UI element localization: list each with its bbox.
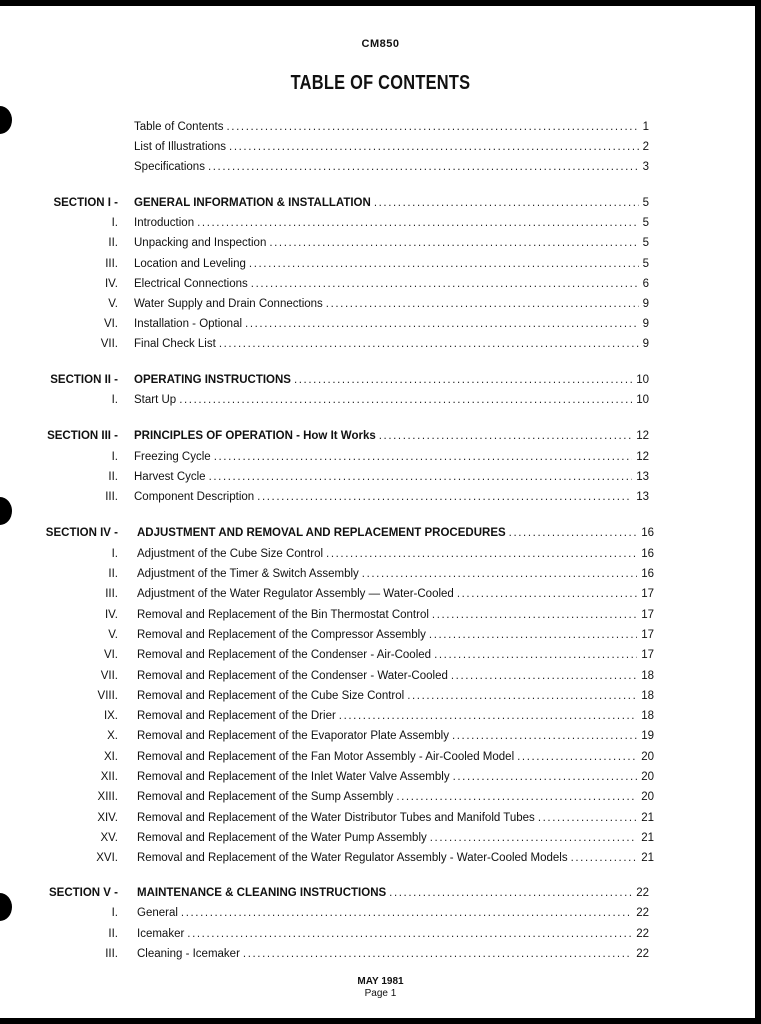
toc-entry-number: XVI. (96, 852, 118, 864)
toc-entry-page-number: 12 (636, 430, 649, 442)
toc-entry-page-number: 5 (642, 237, 649, 249)
dot-leader (229, 139, 639, 155)
toc-entry-line (134, 159, 649, 175)
toc-entry-page-number: 20 (641, 751, 654, 763)
toc-entry-title: Removal and Replacement of the Bin Thermostat Control (137, 609, 429, 621)
toc-entry-number: SECTION II - (50, 374, 118, 386)
toc-entry-title: Removal and Replacement of the Water Distributor Tubes and Manifold Tubes (137, 812, 535, 824)
toc-entry (0, 688, 761, 704)
toc-entry-line (134, 276, 649, 292)
toc-entry (0, 586, 761, 602)
toc-entry-page-number: 10 (636, 374, 649, 386)
dot-leader (451, 668, 637, 684)
page-title: TABLE OF CONTENTS (290, 72, 471, 94)
toc-entry-title: Adjustment of the Water Regulator Assembly — Water-Cooled (137, 588, 454, 600)
toc-entry-title: Removal and Replacement of the Evaporator Plate Assembly (137, 730, 449, 742)
toc-entry-page-number: 18 (641, 690, 654, 702)
toc-entry-page-number: 6 (642, 278, 649, 290)
toc-entry-line (134, 316, 649, 332)
toc-entry-page-number: 5 (642, 217, 649, 229)
toc-entry-number: II. (108, 471, 118, 483)
toc-entry-number: SECTION V - (48, 887, 118, 899)
dot-leader (257, 489, 632, 505)
toc-entry-title: GENERAL INFORMATION & INSTALLATION (134, 197, 371, 209)
toc-entry-page-number: 10 (636, 394, 649, 406)
toc-entry-number: IV. (104, 609, 118, 621)
document-code: CM850 (361, 38, 400, 50)
toc-entry (0, 256, 761, 272)
dot-leader (434, 647, 637, 663)
toc-entry-number: VI. (103, 649, 118, 661)
toc-entry-line (137, 926, 649, 942)
toc-entry-number: I. (111, 907, 118, 919)
toc-entry-page-number: 21 (641, 852, 654, 864)
toc-entry-line (137, 810, 654, 826)
dot-leader (407, 688, 637, 704)
toc-entry-number: XIII. (97, 791, 118, 803)
toc-entry-line (137, 607, 654, 623)
toc-entry-page-number: 9 (642, 338, 649, 350)
dot-leader (509, 525, 638, 541)
toc-entry-page-number: 13 (636, 491, 649, 503)
toc-entry-number: VII. (100, 338, 118, 350)
toc-entry-line (134, 256, 649, 272)
toc-entry-page-number: 16 (641, 568, 654, 580)
toc-entry-title: Removal and Replacement of the Cube Size Control (137, 690, 405, 702)
toc-entry-page-number: 21 (641, 812, 654, 824)
toc-entry-title: Installation - Optional (134, 318, 243, 330)
toc-entry-line (137, 905, 649, 921)
toc-entry (0, 489, 761, 505)
toc-entry (0, 119, 761, 135)
toc-entry-title: Removal and Replacement of the Compressor Assembly (137, 629, 426, 641)
toc-entry-page-number: 20 (641, 771, 654, 783)
toc-entry (0, 546, 761, 562)
toc-entry-title: Final Check List (134, 338, 216, 350)
toc-entry-number: SECTION I - (53, 197, 118, 209)
dot-leader (208, 159, 639, 175)
toc-entry-line (137, 708, 654, 724)
toc-entry-page-number: 9 (642, 298, 649, 310)
toc-entry-number: XV. (100, 832, 118, 844)
toc-entry-line (137, 769, 654, 785)
toc-entry-page-number: 21 (641, 832, 654, 844)
dot-leader (389, 885, 632, 901)
toc-entry (0, 469, 761, 485)
toc-entry-title: Freezing Cycle (134, 451, 211, 463)
toc-entry-page-number: 18 (641, 670, 654, 682)
toc-entry-title: Icemaker (137, 928, 185, 940)
toc-entry (0, 708, 761, 724)
toc-entry-page-number: 5 (642, 258, 649, 270)
toc-entry-line (137, 627, 654, 643)
toc-entry-number: I. (111, 217, 118, 229)
toc-entry-line (137, 668, 654, 684)
dot-leader (457, 586, 637, 602)
toc-entry-number: IV. (104, 278, 118, 290)
toc-section-heading (0, 525, 761, 541)
toc-section-heading (0, 428, 761, 444)
toc-entry-page-number: 16 (641, 548, 654, 560)
toc-entry-title: Unpacking and Inspection (134, 237, 267, 249)
toc-entry-number: I. (111, 548, 118, 560)
dot-leader (326, 296, 639, 312)
footer-date: MAY 1981 (357, 976, 404, 987)
toc-entry-page-number: 17 (641, 588, 654, 600)
toc-entry-title: PRINCIPLES OF OPERATION - How It Works (134, 430, 376, 442)
toc-entry-number: XII. (100, 771, 118, 783)
toc-entry-line (137, 946, 649, 962)
dot-leader (453, 769, 638, 785)
toc-entry (0, 728, 761, 744)
dot-leader (181, 905, 632, 921)
toc-entry (0, 647, 761, 663)
toc-entry-number: IX. (103, 710, 118, 722)
toc-entry (0, 392, 761, 408)
toc-entry-line (134, 469, 649, 485)
dot-leader (209, 469, 633, 485)
dot-leader (432, 607, 637, 623)
toc-entry-number: III. (105, 948, 118, 960)
toc-entry (0, 449, 761, 465)
dot-leader (326, 546, 637, 562)
toc-entry-line (134, 235, 649, 251)
toc-entry-number: I. (111, 451, 118, 463)
toc-entry-line (134, 392, 649, 408)
dot-leader (379, 428, 632, 444)
toc-entry-line (137, 728, 654, 744)
toc-entry-page-number: 18 (641, 710, 654, 722)
toc-entry-title: MAINTENANCE & CLEANING INSTRUCTIONS (137, 887, 387, 899)
dot-leader (179, 392, 632, 408)
toc-entry-number: II. (108, 928, 118, 940)
toc-entry-number: VII. (100, 670, 118, 682)
toc-entry-number: V. (108, 629, 118, 641)
toc-entry-line (134, 215, 649, 231)
toc-entry (0, 159, 761, 175)
toc-entry-line (134, 336, 649, 352)
toc-entry (0, 276, 761, 292)
dot-leader (396, 789, 637, 805)
toc-entry-line (137, 885, 649, 901)
footer-page-number: Page 1 (364, 988, 397, 999)
toc-entry-title: Harvest Cycle (134, 471, 206, 483)
toc-entry-title: Removal and Replacement of the Drier (137, 710, 336, 722)
toc-entry-line (137, 546, 654, 562)
toc-entry-number: III. (105, 258, 118, 270)
toc-entry-number: III. (105, 491, 118, 503)
toc-entry-page-number: 22 (636, 907, 649, 919)
dot-leader (571, 850, 638, 866)
toc-entry-line (134, 195, 649, 211)
toc-entry-page-number: 22 (636, 887, 649, 899)
toc-entry (0, 296, 761, 312)
dot-leader (219, 336, 639, 352)
toc-entry-page-number: 22 (636, 928, 649, 940)
toc-entry (0, 810, 761, 826)
dot-leader (362, 566, 637, 582)
toc-entry-line (134, 489, 649, 505)
toc-entry (0, 749, 761, 765)
dot-leader (538, 810, 637, 826)
toc-entry-line (134, 372, 649, 388)
toc-entry-line (137, 586, 654, 602)
dot-leader (452, 728, 637, 744)
toc-entry-title: Table of Contents (134, 121, 224, 133)
toc-entry-number: VIII. (97, 690, 118, 702)
toc-entry-title: Removal and Replacement of the Inlet Water Valve Assembly (137, 771, 450, 783)
toc-entry-line (137, 789, 654, 805)
toc-entry-page-number: 13 (636, 471, 649, 483)
dot-leader (249, 256, 639, 272)
toc-entry-page-number: 17 (641, 629, 654, 641)
toc-entry-title: Removal and Replacement of the Condenser - Water-Cooled (137, 670, 448, 682)
toc-entry-title: Adjustment of the Timer & Switch Assembly (137, 568, 359, 580)
toc-entry-number: SECTION III - (47, 430, 118, 442)
toc-entry (0, 139, 761, 155)
toc-entry (0, 316, 761, 332)
toc-section-heading (0, 372, 761, 388)
toc-entry-page-number: 1 (642, 121, 649, 133)
toc-entry-line (134, 428, 649, 444)
toc-entry-line (134, 296, 649, 312)
toc-entry (0, 830, 761, 846)
dot-leader (429, 627, 637, 643)
toc-entry-title: General (137, 907, 178, 919)
toc-entry-title: Cleaning - Icemaker (137, 948, 240, 960)
toc-entry-page-number: 19 (641, 730, 654, 742)
dot-leader (294, 372, 632, 388)
toc-section-heading (0, 885, 761, 901)
dot-leader (251, 276, 639, 292)
toc-entry (0, 769, 761, 785)
dot-leader (243, 946, 632, 962)
dot-leader (187, 926, 632, 942)
toc-entry-line (134, 449, 649, 465)
toc-entry-title: ADJUSTMENT AND REMOVAL AND REPLACEMENT PROCEDURES (137, 527, 506, 539)
toc-entry-title: List of Illustrations (134, 141, 227, 153)
toc-entry-page-number: 20 (641, 791, 654, 803)
dot-leader (430, 830, 637, 846)
toc-entry-page-number: 5 (642, 197, 649, 209)
toc-entry-line (137, 647, 654, 663)
toc-entry (0, 789, 761, 805)
toc-entry-line (137, 830, 654, 846)
dot-leader (517, 749, 637, 765)
toc-entry-page-number: 16 (641, 527, 654, 539)
dot-leader (245, 316, 639, 332)
toc-entry (0, 215, 761, 231)
toc-entry (0, 905, 761, 921)
toc-entry-title: Specifications (134, 161, 205, 173)
dot-leader (227, 119, 639, 135)
toc-entry-page-number: 2 (642, 141, 649, 153)
toc-entry-number: II. (108, 237, 118, 249)
toc-entry-title: OPERATING INSTRUCTIONS (134, 374, 291, 386)
toc-entry (0, 607, 761, 623)
toc-entry-number: XI. (103, 751, 118, 763)
toc-entry-number: XIV. (97, 812, 118, 824)
toc-entry-title: Removal and Replacement of the Water Regulator Assembly - Water-Cooled Models (137, 852, 568, 864)
toc-entry-title: Start Up (134, 394, 177, 406)
toc-entry-line (137, 749, 654, 765)
toc-entry (0, 336, 761, 352)
toc-entry (0, 850, 761, 866)
toc-entry-line (134, 139, 649, 155)
dot-leader (374, 195, 639, 211)
dot-leader (269, 235, 638, 251)
toc-section-heading (0, 195, 761, 211)
toc-entry-line (134, 119, 649, 135)
toc-entry-line (137, 525, 654, 541)
toc-entry-title: Location and Leveling (134, 258, 246, 270)
toc-entry (0, 668, 761, 684)
toc-entry-title: Adjustment of the Cube Size Control (137, 548, 324, 560)
dot-leader (214, 449, 633, 465)
toc-entry-title: Electrical Connections (134, 278, 248, 290)
toc-entry-title: Removal and Replacement of the Water Pump Assembly (137, 832, 427, 844)
toc-entry-number: I. (111, 394, 118, 406)
toc-entry-line (137, 688, 654, 704)
dot-leader (197, 215, 638, 231)
toc-entry (0, 566, 761, 582)
toc-entry (0, 926, 761, 942)
toc-entry-number: II. (108, 568, 118, 580)
toc-entry-number: X. (107, 730, 118, 742)
toc-entry-number: SECTION IV - (45, 527, 118, 539)
toc-entry-page-number: 17 (641, 649, 654, 661)
toc-entry-title: Removal and Replacement of the Fan Motor Assembly - Air-Cooled Model (137, 751, 515, 763)
toc-entry (0, 627, 761, 643)
toc-entry-title: Removal and Replacement of the Condenser - Air-Cooled (137, 649, 432, 661)
toc-entry-line (137, 850, 654, 866)
toc-entry-page-number: 22 (636, 948, 649, 960)
toc-entry-page-number: 3 (642, 161, 649, 173)
toc-entry-page-number: 9 (642, 318, 649, 330)
toc-entry-number: V. (108, 298, 118, 310)
toc-entry-line (137, 566, 654, 582)
toc-entry (0, 235, 761, 251)
toc-entry (0, 946, 761, 962)
dot-leader (339, 708, 637, 724)
toc-entry-title: Component Description (134, 491, 255, 503)
toc-entry-page-number: 17 (641, 609, 654, 621)
toc-entry-title: Water Supply and Drain Connections (134, 298, 323, 310)
toc-entry-number: VI. (103, 318, 118, 330)
toc-entry-title: Introduction (134, 217, 195, 229)
toc-entry-title: Removal and Replacement of the Sump Assembly (137, 791, 394, 803)
toc-entry-number: III. (105, 588, 118, 600)
toc-entry-page-number: 12 (636, 451, 649, 463)
